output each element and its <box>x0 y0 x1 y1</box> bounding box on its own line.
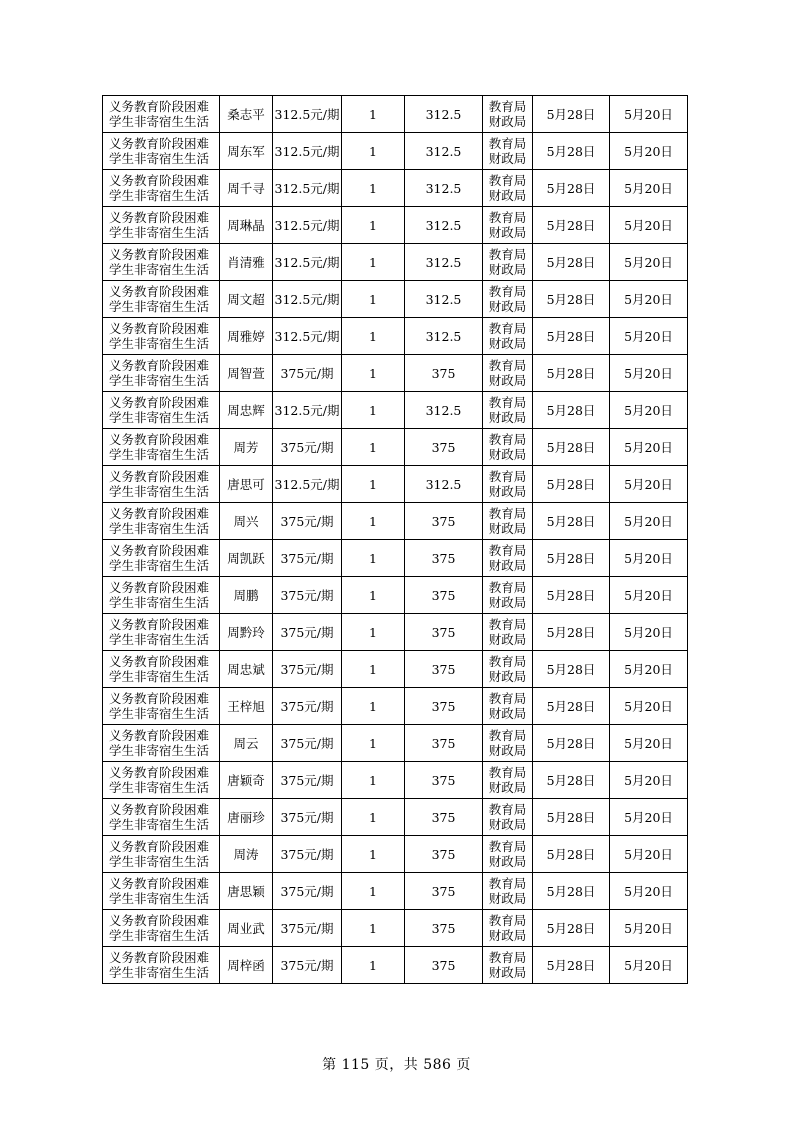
department-cell: 教育局财政局 <box>483 799 533 836</box>
department-cell: 教育局财政局 <box>483 762 533 799</box>
name-cell: 桑志平 <box>220 96 273 133</box>
item-cell: 义务教育阶段困难学生非寄宿生生活 <box>103 466 220 503</box>
amount-cell: 375 <box>405 762 483 799</box>
item-cell: 义务教育阶段困难学生非寄宿生生活 <box>103 873 220 910</box>
department-cell: 教育局财政局 <box>483 244 533 281</box>
count-cell: 1 <box>342 133 405 170</box>
standard-cell: 312.5元/期 <box>273 133 342 170</box>
standard-cell: 312.5元/期 <box>273 96 342 133</box>
date-cell: 5月20日 <box>610 762 688 799</box>
date-cell: 5月28日 <box>533 170 610 207</box>
date-cell: 5月20日 <box>610 873 688 910</box>
name-cell: 周忠辉 <box>220 392 273 429</box>
date-cell: 5月20日 <box>610 614 688 651</box>
standard-cell: 375元/期 <box>273 688 342 725</box>
table-row <box>103 910 688 947</box>
date-cell: 5月28日 <box>533 96 610 133</box>
date-cell: 5月20日 <box>610 429 688 466</box>
count-cell: 1 <box>342 836 405 873</box>
count-cell: 1 <box>342 540 405 577</box>
count-cell: 1 <box>342 651 405 688</box>
date-cell: 5月20日 <box>610 725 688 762</box>
name-cell: 周凯跃 <box>220 540 273 577</box>
item-cell: 义务教育阶段困难学生非寄宿生生活 <box>103 725 220 762</box>
item-cell: 义务教育阶段困难学生非寄宿生生活 <box>103 392 220 429</box>
amount-cell: 312.5 <box>405 244 483 281</box>
date-cell: 5月20日 <box>610 947 688 984</box>
item-cell: 义务教育阶段困难学生非寄宿生生活 <box>103 318 220 355</box>
name-cell: 周梓函 <box>220 947 273 984</box>
date-cell: 5月28日 <box>533 836 610 873</box>
item-cell: 义务教育阶段困难学生非寄宿生生活 <box>103 762 220 799</box>
date-cell: 5月28日 <box>533 873 610 910</box>
item-cell: 义务教育阶段困难学生非寄宿生生活 <box>103 207 220 244</box>
table-row <box>103 540 688 577</box>
item-cell: 义务教育阶段困难学生非寄宿生生活 <box>103 836 220 873</box>
name-cell: 周忠斌 <box>220 651 273 688</box>
name-cell: 周东军 <box>220 133 273 170</box>
count-cell: 1 <box>342 466 405 503</box>
amount-cell: 375 <box>405 577 483 614</box>
table-body <box>103 96 688 984</box>
count-cell: 1 <box>342 355 405 392</box>
date-cell: 5月28日 <box>533 910 610 947</box>
table-row <box>103 133 688 170</box>
standard-cell: 312.5元/期 <box>273 244 342 281</box>
name-cell: 周黔玲 <box>220 614 273 651</box>
date-cell: 5月20日 <box>610 910 688 947</box>
table-row <box>103 281 688 318</box>
table-row <box>103 355 688 392</box>
table-row <box>103 207 688 244</box>
count-cell: 1 <box>342 207 405 244</box>
department-cell: 教育局财政局 <box>483 281 533 318</box>
table-row <box>103 392 688 429</box>
amount-cell: 375 <box>405 910 483 947</box>
amount-cell: 375 <box>405 836 483 873</box>
amount-cell: 312.5 <box>405 281 483 318</box>
department-cell: 教育局财政局 <box>483 836 533 873</box>
table-row <box>103 577 688 614</box>
department-cell: 教育局财政局 <box>483 540 533 577</box>
date-cell: 5月20日 <box>610 577 688 614</box>
name-cell: 周芳 <box>220 429 273 466</box>
count-cell: 1 <box>342 947 405 984</box>
standard-cell: 375元/期 <box>273 355 342 392</box>
name-cell: 唐思颖 <box>220 873 273 910</box>
table-row <box>103 614 688 651</box>
date-cell: 5月20日 <box>610 133 688 170</box>
date-cell: 5月28日 <box>533 799 610 836</box>
date-cell: 5月20日 <box>610 503 688 540</box>
count-cell: 1 <box>342 614 405 651</box>
count-cell: 1 <box>342 170 405 207</box>
name-cell: 唐颖奇 <box>220 762 273 799</box>
count-cell: 1 <box>342 910 405 947</box>
standard-cell: 375元/期 <box>273 947 342 984</box>
table-row <box>103 799 688 836</box>
table-row <box>103 688 688 725</box>
standard-cell: 375元/期 <box>273 429 342 466</box>
table-row <box>103 244 688 281</box>
amount-cell: 375 <box>405 688 483 725</box>
date-cell: 5月28日 <box>533 947 610 984</box>
name-cell: 周琳晶 <box>220 207 273 244</box>
date-cell: 5月20日 <box>610 836 688 873</box>
standard-cell: 375元/期 <box>273 836 342 873</box>
count-cell: 1 <box>342 799 405 836</box>
name-cell: 周涛 <box>220 836 273 873</box>
standard-cell: 312.5元/期 <box>273 170 342 207</box>
department-cell: 教育局财政局 <box>483 207 533 244</box>
date-cell: 5月28日 <box>533 762 610 799</box>
table-row <box>103 836 688 873</box>
table-row <box>103 96 688 133</box>
standard-cell: 375元/期 <box>273 762 342 799</box>
item-cell: 义务教育阶段困难学生非寄宿生生活 <box>103 688 220 725</box>
table-row <box>103 651 688 688</box>
count-cell: 1 <box>342 762 405 799</box>
department-cell: 教育局财政局 <box>483 688 533 725</box>
department-cell: 教育局财政局 <box>483 577 533 614</box>
date-cell: 5月28日 <box>533 281 610 318</box>
count-cell: 1 <box>342 244 405 281</box>
amount-cell: 375 <box>405 503 483 540</box>
subsidy-table <box>102 95 688 984</box>
table-row <box>103 429 688 466</box>
date-cell: 5月20日 <box>610 466 688 503</box>
standard-cell: 375元/期 <box>273 799 342 836</box>
item-cell: 义务教育阶段困难学生非寄宿生生活 <box>103 281 220 318</box>
date-cell: 5月20日 <box>610 281 688 318</box>
date-cell: 5月20日 <box>610 651 688 688</box>
standard-cell: 375元/期 <box>273 614 342 651</box>
standard-cell: 375元/期 <box>273 651 342 688</box>
amount-cell: 375 <box>405 947 483 984</box>
date-cell: 5月20日 <box>610 170 688 207</box>
name-cell: 唐丽珍 <box>220 799 273 836</box>
name-cell: 周鹏 <box>220 577 273 614</box>
item-cell: 义务教育阶段困难学生非寄宿生生活 <box>103 577 220 614</box>
amount-cell: 312.5 <box>405 170 483 207</box>
date-cell: 5月20日 <box>610 244 688 281</box>
amount-cell: 375 <box>405 725 483 762</box>
department-cell: 教育局财政局 <box>483 725 533 762</box>
department-cell: 教育局财政局 <box>483 170 533 207</box>
date-cell: 5月28日 <box>533 244 610 281</box>
standard-cell: 375元/期 <box>273 540 342 577</box>
count-cell: 1 <box>342 96 405 133</box>
amount-cell: 375 <box>405 873 483 910</box>
page-footer: 第 115 页，共 586 页 <box>322 1057 471 1073</box>
department-cell: 教育局财政局 <box>483 947 533 984</box>
name-cell: 唐思可 <box>220 466 273 503</box>
date-cell: 5月28日 <box>533 355 610 392</box>
amount-cell: 375 <box>405 799 483 836</box>
table-row <box>103 318 688 355</box>
item-cell: 义务教育阶段困难学生非寄宿生生活 <box>103 96 220 133</box>
name-cell: 周文超 <box>220 281 273 318</box>
standard-cell: 312.5元/期 <box>273 466 342 503</box>
date-cell: 5月20日 <box>610 318 688 355</box>
amount-cell: 312.5 <box>405 466 483 503</box>
standard-cell: 375元/期 <box>273 725 342 762</box>
standard-cell: 312.5元/期 <box>273 392 342 429</box>
table-row <box>103 873 688 910</box>
date-cell: 5月20日 <box>610 96 688 133</box>
standard-cell: 375元/期 <box>273 577 342 614</box>
standard-cell: 375元/期 <box>273 873 342 910</box>
item-cell: 义务教育阶段困难学生非寄宿生生活 <box>103 244 220 281</box>
name-cell: 周雅婷 <box>220 318 273 355</box>
date-cell: 5月28日 <box>533 466 610 503</box>
date-cell: 5月20日 <box>610 207 688 244</box>
department-cell: 教育局财政局 <box>483 392 533 429</box>
item-cell: 义务教育阶段困难学生非寄宿生生活 <box>103 651 220 688</box>
name-cell: 肖清雅 <box>220 244 273 281</box>
count-cell: 1 <box>342 725 405 762</box>
date-cell: 5月28日 <box>533 429 610 466</box>
table-row <box>103 725 688 762</box>
item-cell: 义务教育阶段困难学生非寄宿生生活 <box>103 910 220 947</box>
count-cell: 1 <box>342 392 405 429</box>
table-row <box>103 947 688 984</box>
item-cell: 义务教育阶段困难学生非寄宿生生活 <box>103 799 220 836</box>
amount-cell: 312.5 <box>405 392 483 429</box>
item-cell: 义务教育阶段困难学生非寄宿生生活 <box>103 429 220 466</box>
date-cell: 5月28日 <box>533 688 610 725</box>
department-cell: 教育局财政局 <box>483 466 533 503</box>
item-cell: 义务教育阶段困难学生非寄宿生生活 <box>103 355 220 392</box>
item-cell: 义务教育阶段困难学生非寄宿生生活 <box>103 503 220 540</box>
date-cell: 5月28日 <box>533 503 610 540</box>
department-cell: 教育局财政局 <box>483 355 533 392</box>
amount-cell: 312.5 <box>405 96 483 133</box>
amount-cell: 312.5 <box>405 133 483 170</box>
standard-cell: 312.5元/期 <box>273 281 342 318</box>
table-row <box>103 503 688 540</box>
date-cell: 5月28日 <box>533 392 610 429</box>
table-row <box>103 466 688 503</box>
table-row <box>103 170 688 207</box>
date-cell: 5月28日 <box>533 725 610 762</box>
amount-cell: 375 <box>405 540 483 577</box>
department-cell: 教育局财政局 <box>483 503 533 540</box>
date-cell: 5月28日 <box>533 207 610 244</box>
item-cell: 义务教育阶段困难学生非寄宿生生活 <box>103 540 220 577</box>
standard-cell: 312.5元/期 <box>273 207 342 244</box>
name-cell: 周智萱 <box>220 355 273 392</box>
date-cell: 5月20日 <box>610 355 688 392</box>
department-cell: 教育局财政局 <box>483 133 533 170</box>
standard-cell: 312.5元/期 <box>273 318 342 355</box>
standard-cell: 375元/期 <box>273 910 342 947</box>
department-cell: 教育局财政局 <box>483 910 533 947</box>
amount-cell: 312.5 <box>405 318 483 355</box>
count-cell: 1 <box>342 873 405 910</box>
item-cell: 义务教育阶段困难学生非寄宿生生活 <box>103 947 220 984</box>
name-cell: 王梓旭 <box>220 688 273 725</box>
amount-cell: 375 <box>405 614 483 651</box>
date-cell: 5月28日 <box>533 577 610 614</box>
standard-cell: 375元/期 <box>273 503 342 540</box>
item-cell: 义务教育阶段困难学生非寄宿生生活 <box>103 133 220 170</box>
department-cell: 教育局财政局 <box>483 614 533 651</box>
date-cell: 5月20日 <box>610 540 688 577</box>
count-cell: 1 <box>342 318 405 355</box>
name-cell: 周兴 <box>220 503 273 540</box>
count-cell: 1 <box>342 429 405 466</box>
amount-cell: 375 <box>405 651 483 688</box>
name-cell: 周云 <box>220 725 273 762</box>
date-cell: 5月20日 <box>610 688 688 725</box>
date-cell: 5月28日 <box>533 540 610 577</box>
date-cell: 5月28日 <box>533 133 610 170</box>
date-cell: 5月28日 <box>533 318 610 355</box>
department-cell: 教育局财政局 <box>483 318 533 355</box>
table-row <box>103 762 688 799</box>
count-cell: 1 <box>342 577 405 614</box>
item-cell: 义务教育阶段困难学生非寄宿生生活 <box>103 170 220 207</box>
name-cell: 周千寻 <box>220 170 273 207</box>
department-cell: 教育局财政局 <box>483 429 533 466</box>
department-cell: 教育局财政局 <box>483 873 533 910</box>
amount-cell: 375 <box>405 429 483 466</box>
name-cell: 周业武 <box>220 910 273 947</box>
count-cell: 1 <box>342 281 405 318</box>
department-cell: 教育局财政局 <box>483 96 533 133</box>
date-cell: 5月20日 <box>610 392 688 429</box>
date-cell: 5月28日 <box>533 614 610 651</box>
item-cell: 义务教育阶段困难学生非寄宿生生活 <box>103 614 220 651</box>
amount-cell: 312.5 <box>405 207 483 244</box>
date-cell: 5月20日 <box>610 799 688 836</box>
date-cell: 5月28日 <box>533 651 610 688</box>
amount-cell: 375 <box>405 355 483 392</box>
count-cell: 1 <box>342 688 405 725</box>
department-cell: 教育局财政局 <box>483 651 533 688</box>
count-cell: 1 <box>342 503 405 540</box>
